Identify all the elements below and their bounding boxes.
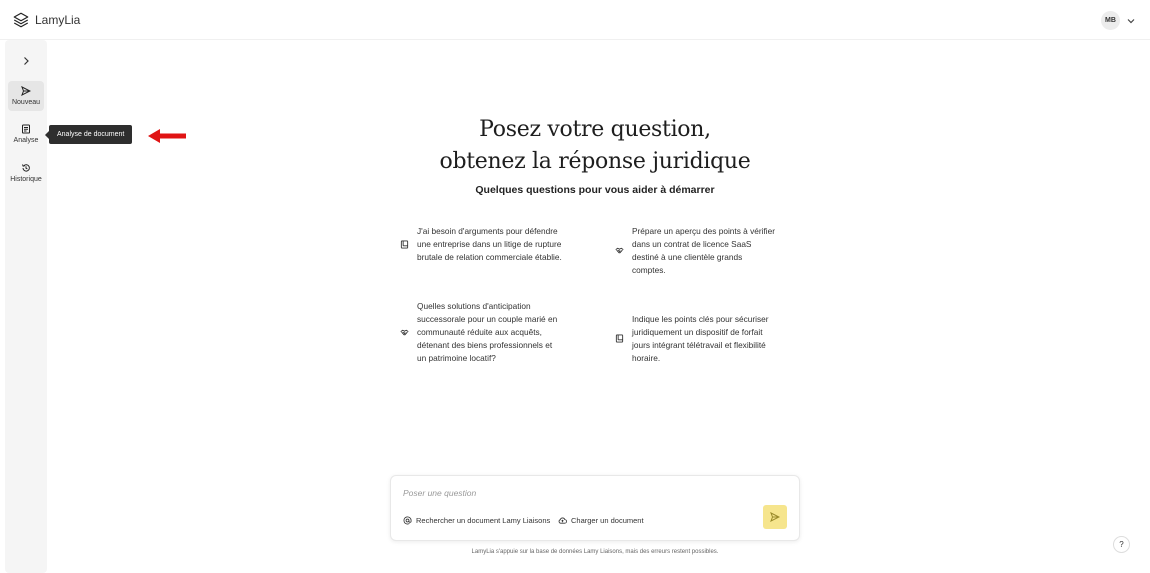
document-icon bbox=[21, 124, 31, 134]
suggestion-card[interactable] bbox=[615, 313, 790, 365]
suggestion-text: Indique les points clés pour sécuriser juridiquement un dispositif de forfait jours intégrant télétravail et flexibilité horaire. bbox=[632, 314, 769, 363]
book-icon bbox=[400, 240, 409, 249]
suggestion-card[interactable] bbox=[615, 225, 790, 277]
page-subtitle: Quelques questions pour vous aider à démarrer bbox=[475, 184, 715, 196]
hero bbox=[395, 114, 795, 196]
page-title: Posez votre question, obtenez la réponse juridique bbox=[439, 117, 751, 174]
suggestion-text: J'ai besoin d'arguments pour défendre une entreprise dans un litige de rupture brutale de relation commerciale établie. bbox=[417, 226, 562, 262]
handshake-icon bbox=[615, 246, 624, 255]
tooltip: Analyse de document bbox=[49, 125, 132, 144]
upload-document-button[interactable] bbox=[558, 516, 644, 525]
send-button[interactable] bbox=[763, 505, 787, 529]
search-document-label: Rechercher un document Lamy Liaisons bbox=[416, 516, 551, 525]
sidebar-item-nouveau[interactable] bbox=[8, 81, 44, 111]
history-icon bbox=[21, 163, 31, 173]
question-box bbox=[390, 475, 800, 541]
suggestion-text: Prépare un aperçu des points à vérifier dans un contrat de licence SaaS destiné à une clientèle grands comptes. bbox=[632, 226, 775, 275]
avatar[interactable]: MB bbox=[1101, 11, 1120, 30]
sidebar bbox=[5, 40, 47, 573]
sidebar-item-label: Historique bbox=[10, 176, 42, 183]
suggestion-card[interactable] bbox=[400, 300, 570, 365]
sidebar-item-historique[interactable] bbox=[8, 158, 44, 188]
layers-logo-icon bbox=[12, 11, 30, 29]
question-input[interactable] bbox=[403, 488, 753, 498]
suggestion-card[interactable] bbox=[400, 225, 570, 264]
send-icon bbox=[21, 86, 31, 96]
upload-document-label: Charger un document bbox=[571, 516, 644, 525]
user-menu[interactable] bbox=[1101, 11, 1136, 30]
app-logo[interactable] bbox=[12, 11, 80, 29]
help-button[interactable]: ? bbox=[1113, 536, 1130, 553]
app-name: LamyLia bbox=[35, 13, 81, 27]
handshake-icon bbox=[400, 328, 409, 337]
suggestion-text: Quelles solutions d'anticipation successorale pour un couple marié en communauté réduite aux acquêts, détenant des biens professionnels et un patrimoine locatif? bbox=[417, 301, 558, 363]
disclaimer: LamyLia s'appuie sur la base de données Lamy Liaisons, mais des erreurs restent possibles. bbox=[471, 549, 719, 555]
sidebar-item-label: Nouveau bbox=[11, 99, 41, 106]
top-bar bbox=[0, 0, 1150, 40]
chevron-right-icon[interactable] bbox=[20, 55, 32, 67]
cloud-upload-icon bbox=[558, 516, 567, 525]
annotation-arrow-icon bbox=[147, 128, 187, 144]
send-icon bbox=[770, 512, 780, 522]
sidebar-item-label: Analyse bbox=[13, 137, 39, 144]
search-document-button[interactable] bbox=[403, 516, 550, 525]
at-sign-icon bbox=[403, 516, 412, 525]
sidebar-item-analyse[interactable] bbox=[8, 119, 44, 149]
chevron-down-icon[interactable] bbox=[1126, 16, 1136, 26]
book-icon bbox=[615, 334, 624, 343]
